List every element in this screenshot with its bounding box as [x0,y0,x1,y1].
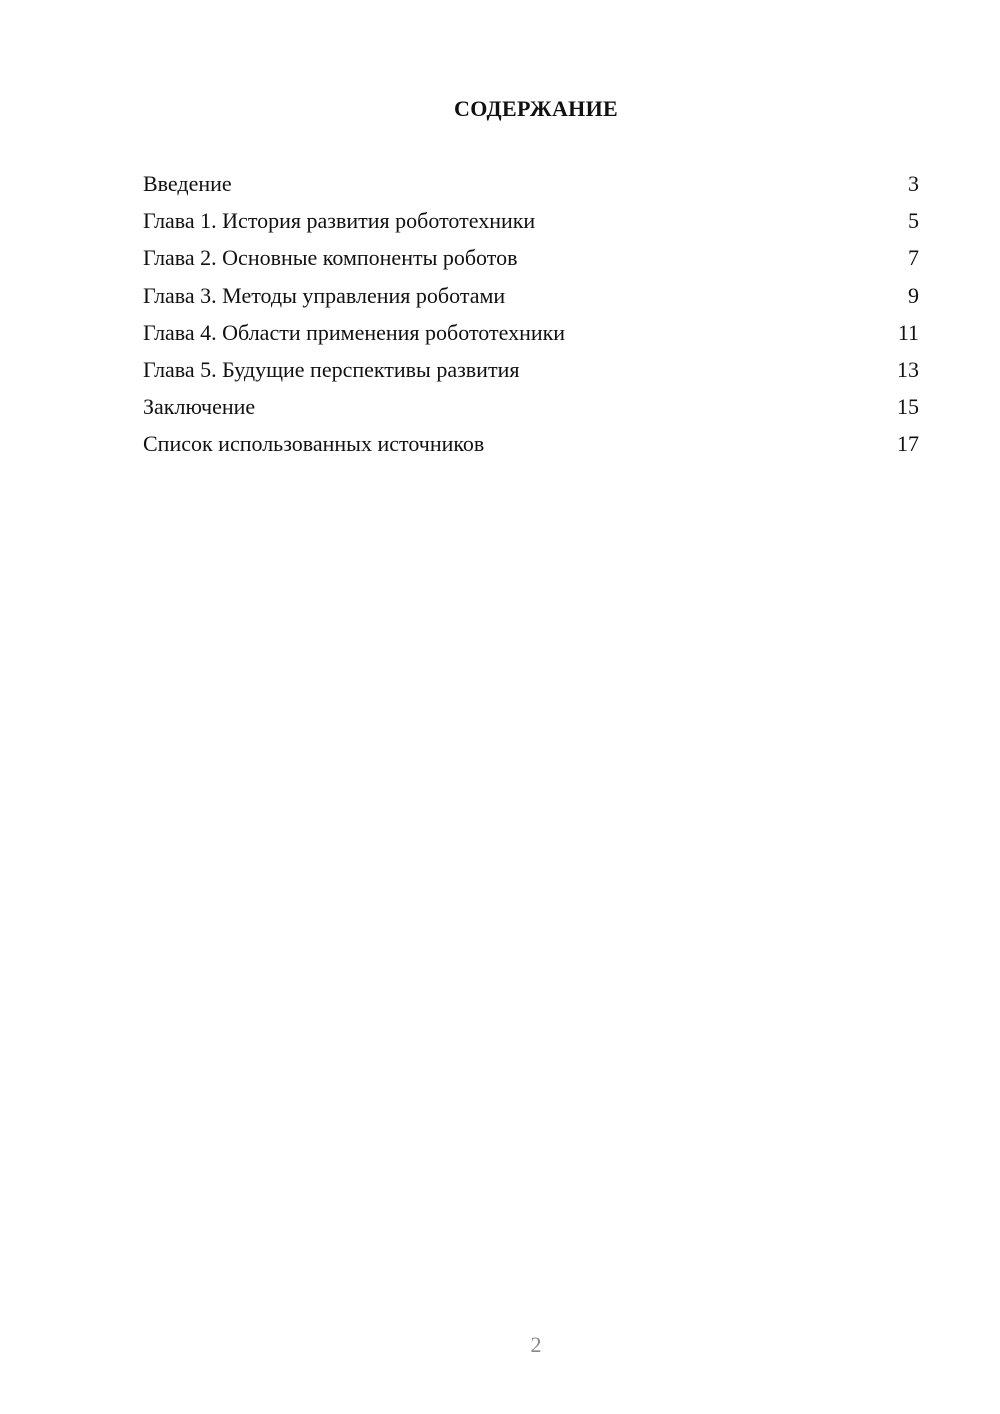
toc-entry-page: 17 [897,431,919,457]
toc-entry-label: Список использованных источников [143,431,485,457]
toc-entry-page: 13 [897,356,919,382]
toc-entry-introduction [143,168,919,205]
table-of-contents [143,168,919,466]
toc-entry-chapter-4 [143,317,919,354]
page-number: 2 [530,1332,542,1357]
toc-entry-page: 3 [908,171,919,196]
toc-entry-chapter-1 [143,205,919,242]
toc-entry-chapter-5 [143,354,919,391]
toc-entry-page: 9 [908,282,919,308]
toc-entry-chapter-2 [143,242,919,279]
toc-entry-label: Введение [143,171,232,196]
toc-entry-chapter-3 [143,280,919,317]
toc-entry-references [143,428,919,465]
toc-entry-label: Глава 2. Основные компоненты роботов [143,245,518,271]
toc-entry-page: 15 [897,394,919,420]
toc-entry-conclusion [143,391,919,428]
toc-entry-label: Глава 3. Методы управления роботами [143,282,506,308]
toc-entry-label: Заключение [143,394,256,420]
toc-entry-label: Глава 4. Области применения робототехники [143,319,566,345]
toc-entry-page: 5 [908,208,919,234]
toc-entry-label: Глава 5. Будущие перспективы развития [143,356,520,382]
toc-entry-page: 7 [908,245,919,271]
toc-entry-label: Глава 1. История развития робототехники [143,208,536,234]
toc-entry-page: 11 [897,319,919,345]
toc-title: СОДЕРЖАНИЕ [454,96,618,121]
